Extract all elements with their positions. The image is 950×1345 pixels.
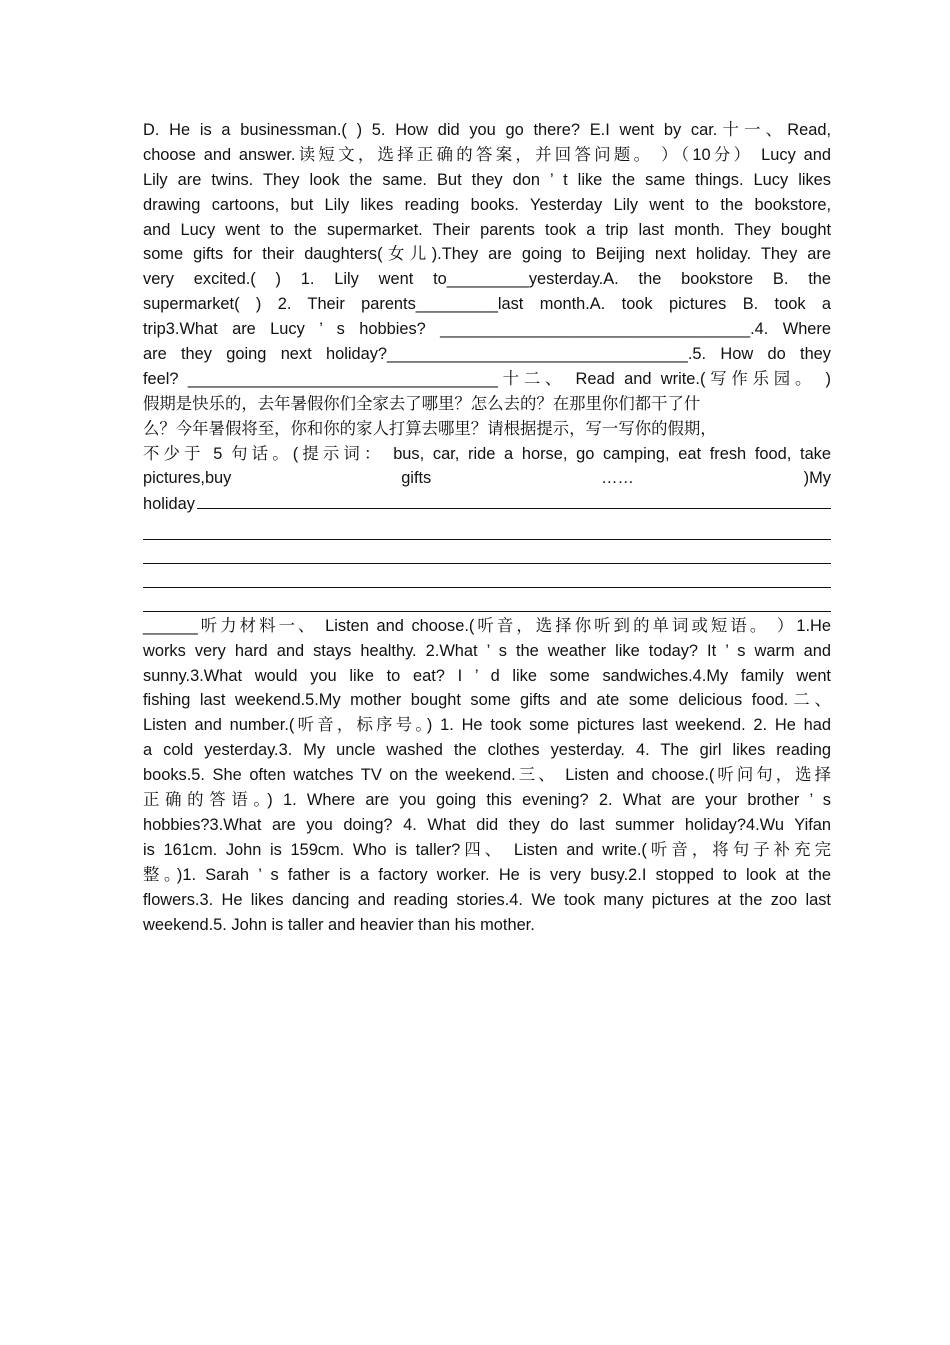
text-line-24: 正确的答语。) 1. Where are you going this evening? 2. What are your brother ’ s [143,791,831,810]
text-line-2: choose and answer.读短文，选择正确的答案，并回答问题。 ）（10分） Lucy and [143,145,831,164]
text-line-27: 整。)1. Sarah ’ s father is a factory worker. He is very busy.2.I stopped to look at the [143,865,831,884]
text-line-4: drawing cartoons, but Lily likes reading books. Yesterday Lily went to the bookstore, [143,195,831,214]
my-holiday-line [143,491,831,516]
text-line-10: are they going next holiday?_________________________________.5. How do they [143,345,831,364]
text-line-12: 假期是快乐的，去年暑假你们全家去了哪里？怎么去的？在那里你们都干了什 [143,394,701,413]
text-line-6: some gifts for their daughters(女儿).They are going to Beijing next holiday. They are [143,245,831,264]
answer-underline [197,491,831,509]
text-line-29: weekend.5. John is taller and heavier than his mother. [143,915,535,934]
text-line-11: feel? __________________________________十二、 Read and write.(写作乐园。 ) [143,369,831,388]
text-line-15: pictures,buy gifts …… )My [143,469,831,488]
text-line-5: and Lucy went to the supermarket. Their parents took a trip last month. They bought [143,220,831,239]
worksheet-page [143,118,831,937]
text-line-23: books.5. She often watches TV on the weekend.三、 Listen and choose.(听问句，选择 [143,766,831,785]
text-line-22: a cold yesterday.3. My uncle washed the clothes yesterday. 4. The girl likes reading [143,741,831,760]
text-line-8: supermarket( ) 2. Their parents_________last month.A. took pictures B. took a [143,295,831,314]
text-line-3: Lily are twins. They look the same. But they don ’ t like the same things. Lucy likes [143,170,831,189]
text-line-21: Listen and number.(听音，标序号。) 1. He took some pictures last weekend. 2. He had [143,716,831,735]
text-line-28: flowers.3. He likes dancing and reading stories.4. We took many pictures at the zoo last [143,890,831,909]
text-line-25: hobbies?3.What are you doing? 4. What did they do last summer holiday?4.Wu Yifan [143,815,831,834]
text-line-18: works very hard and stays healthy. 2.What ’ s the weather like today? It ’ s warm and [143,641,831,660]
text-line-19: sunny.3.What would you like to eat? I ’ d like some sandwiches.4.My family went [143,666,831,685]
text-line-26: is 161cm. John is 159cm. Who is taller?四、 Listen and write.(听音，将句子补充完 [143,840,831,859]
text-line-9: trip3.What are Lucy ’ s hobbies? __________________________________.4. Where [143,320,831,339]
answer-rule-3 [143,562,831,588]
answer-rule-4 [143,586,831,612]
answer-rule-2 [143,538,831,564]
text-line-20: fishing last weekend.5.My mother bought some gifts and ate some delicious food.二、 [143,691,831,710]
my-holiday-label: holiday [143,495,195,514]
answer-rule-1 [143,514,831,540]
text-line-13: 么？今年暑假将至，你和你的家人打算去哪里？请根据提示，写一写你的假期， [143,419,717,438]
text-line-7: very excited.( ) 1. Lily went to_________yesterday.A. the bookstore B. the [143,270,831,289]
text-line-1: D. He is a businessman.( ) 5. How did you go there? E.I went by car.十一、Read, [143,121,831,139]
text-line-14: 不少于 5 句话。(提示词： bus, car, ride a horse, go camping, eat fresh food, take [143,444,831,463]
text-line-17: ______听力材料一、 Listen and choose.(听音，选择你听到的单词或短语。 ）1.He [143,616,831,635]
